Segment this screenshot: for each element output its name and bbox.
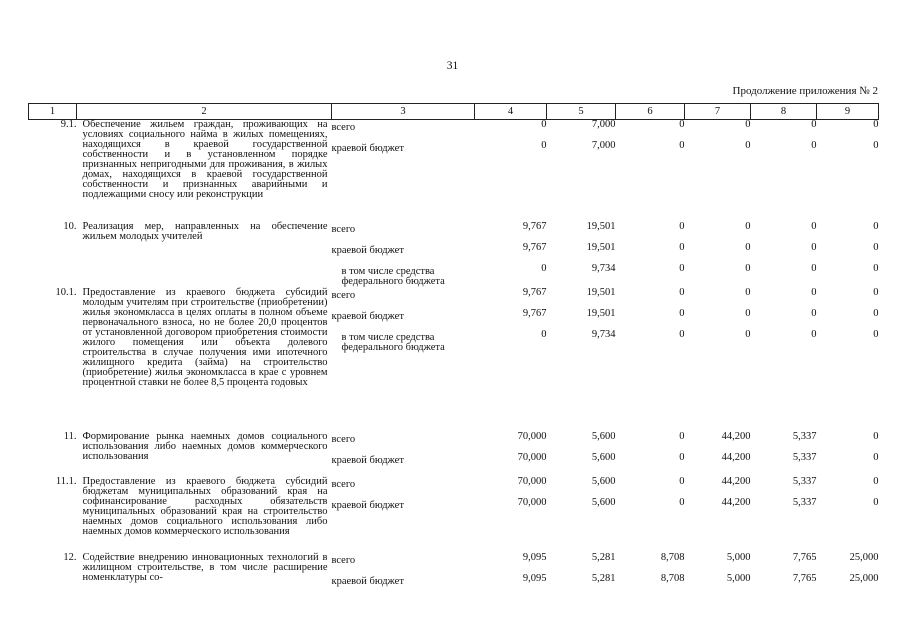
value: 7,765 <box>792 572 817 584</box>
column-header: 2 <box>77 104 332 120</box>
value: 0 <box>679 262 685 274</box>
table-body <box>29 120 879 598</box>
funding-source-cell <box>332 553 475 598</box>
value: 9,767 <box>522 307 547 319</box>
value: 0 <box>679 451 685 463</box>
value: 0 <box>679 140 685 151</box>
value: 19,501 <box>586 220 616 232</box>
value: 0 <box>873 328 879 340</box>
table-row <box>29 477 879 553</box>
row-number: 11. <box>63 430 77 442</box>
value-cell <box>616 432 685 477</box>
row-name: Предоставление из краевого бюджета субсидий молодым учителям при строительстве (приобретении) жилья экономкласса в целях оплаты в полном объеме первоначального взноса, но не более 20,0 процентов от установленной договором приобретения стоимости жилого помещения или объекта долевого строительства в случае получения ими ипотечного жилищного кредита (займа) на строительство (приобретение) жилья экономкласса в крае с уровнем процентной ставки не более 8,5 процента годовых <box>82 286 328 388</box>
value: 0 <box>679 328 685 340</box>
value: 0 <box>541 140 547 151</box>
value: 7,000 <box>591 140 616 151</box>
value: 5,337 <box>792 496 817 508</box>
value-cell <box>751 120 817 222</box>
budget-table <box>28 103 879 598</box>
funding-source-cell <box>332 120 475 222</box>
value: 0 <box>873 430 879 442</box>
value: 25,000 <box>849 551 879 563</box>
value-cell <box>751 553 817 598</box>
row-name: Реализация мер, направленных на обеспечение жильем молодых учителей <box>82 220 328 242</box>
value: 0 <box>873 286 879 298</box>
funding-source: всего <box>331 289 356 301</box>
table-row <box>29 120 879 222</box>
column-header: 3 <box>332 104 475 120</box>
value: 0 <box>873 496 879 508</box>
value: 5,600 <box>591 451 616 463</box>
value-cell <box>475 553 547 598</box>
value: 0 <box>679 286 685 298</box>
appendix-caption: Продолжение приложения № 2 <box>732 85 878 97</box>
value-cell <box>817 553 879 598</box>
value: 9,095 <box>522 551 547 563</box>
value: 0 <box>541 119 547 130</box>
value: 5,337 <box>792 451 817 463</box>
column-header: 1 <box>29 104 77 120</box>
value: 0 <box>811 286 817 298</box>
value-cell <box>547 432 616 477</box>
column-header: 6 <box>616 104 685 120</box>
funding-source: всего <box>331 554 356 566</box>
value: 0 <box>811 119 817 130</box>
value: 0 <box>873 262 879 274</box>
row-name-cell <box>77 477 332 553</box>
value: 5,337 <box>792 475 817 487</box>
value: 0 <box>811 241 817 253</box>
value-cell <box>685 553 751 598</box>
column-header: 8 <box>751 104 817 120</box>
row-number: 12. <box>63 551 77 563</box>
value: 9,734 <box>591 328 616 340</box>
value: 0 <box>745 307 751 319</box>
table-row <box>29 553 879 598</box>
value: 0 <box>541 328 547 340</box>
row-number: 10. <box>63 220 77 232</box>
value: 19,501 <box>586 286 616 298</box>
value: 0 <box>679 241 685 253</box>
value-cell <box>751 432 817 477</box>
column-header: 9 <box>817 104 879 120</box>
column-number-header <box>29 104 879 120</box>
row-name: Предоставление из краевого бюджета субсидий бюджетам муниципальных образований края на софинансирование расходных обязательств муниципальных образований края на строительство наемных домов социального использования либо наемных домов коммерческого использования <box>82 475 328 537</box>
value-cell <box>751 477 817 553</box>
value-cell <box>685 477 751 553</box>
value: 0 <box>873 307 879 319</box>
value: 0 <box>679 475 685 487</box>
value: 0 <box>811 262 817 274</box>
value: 0 <box>873 451 879 463</box>
funding-source: в том числе средства федерального бюджета <box>341 331 445 353</box>
value: 0 <box>679 496 685 508</box>
table-row <box>29 432 879 477</box>
value: 0 <box>811 307 817 319</box>
value: 0 <box>873 119 879 130</box>
funding-source-cell <box>332 288 475 432</box>
value-cell <box>616 222 685 288</box>
value-cell <box>475 477 547 553</box>
value-cell <box>475 222 547 288</box>
column-header: 7 <box>685 104 751 120</box>
value: 0 <box>679 220 685 232</box>
table-row <box>29 288 879 432</box>
funding-source: всего <box>331 478 356 490</box>
funding-source: всего <box>331 223 356 235</box>
value: 0 <box>745 119 751 130</box>
value: 5,281 <box>591 572 616 584</box>
value: 0 <box>873 241 879 253</box>
value: 7,765 <box>792 551 817 563</box>
value-cell <box>616 553 685 598</box>
funding-source: в том числе средства федерального бюджета <box>341 265 445 287</box>
value: 0 <box>873 475 879 487</box>
value-cell <box>475 120 547 222</box>
value: 70,000 <box>517 451 547 463</box>
row-name-cell <box>77 553 332 598</box>
page-number: 31 <box>446 60 459 72</box>
row-number: 11.1. <box>55 475 77 487</box>
row-number: 9.1. <box>60 119 77 130</box>
value: 70,000 <box>517 496 547 508</box>
value: 0 <box>745 140 751 151</box>
value-cell <box>616 120 685 222</box>
value: 9,767 <box>522 241 547 253</box>
row-name-cell <box>77 288 332 432</box>
value: 9,767 <box>522 286 547 298</box>
value: 5,337 <box>792 430 817 442</box>
value: 5,600 <box>591 430 616 442</box>
value-cell <box>475 432 547 477</box>
value: 0 <box>811 140 817 151</box>
value-cell <box>547 120 616 222</box>
value: 0 <box>873 140 879 151</box>
value: 0 <box>541 262 547 274</box>
value: 0 <box>679 119 685 130</box>
value: 0 <box>745 286 751 298</box>
value: 9,767 <box>522 220 547 232</box>
funding-source-cell <box>332 222 475 288</box>
row-name-cell <box>77 120 332 222</box>
value: 0 <box>745 328 751 340</box>
row-name: Формирование рынка наемных домов социального использования либо наемных домов коммерческого использования <box>82 430 328 462</box>
value: 9,734 <box>591 262 616 274</box>
value-cell <box>616 477 685 553</box>
value: 5,600 <box>591 496 616 508</box>
value-cell <box>547 553 616 598</box>
table-row <box>29 222 879 288</box>
funding-source: краевой бюджет <box>331 244 404 256</box>
value-cell <box>547 288 616 432</box>
row-name: Содействие внедрению инновационных технологий в жилищном строительстве, в том числе расширение номенклатуры со- <box>82 551 328 583</box>
value: 5,600 <box>591 475 616 487</box>
value: 70,000 <box>517 430 547 442</box>
value-cell <box>616 288 685 432</box>
funding-source-cell <box>332 432 475 477</box>
row-name-cell <box>77 222 332 288</box>
value: 19,501 <box>586 307 616 319</box>
value-cell <box>817 222 879 288</box>
funding-source: всего <box>331 433 356 445</box>
row-name-cell <box>77 432 332 477</box>
value: 0 <box>811 328 817 340</box>
value: 0 <box>679 307 685 319</box>
funding-source: краевой бюджет <box>331 575 404 587</box>
value: 0 <box>679 430 685 442</box>
value: 44,200 <box>721 496 751 508</box>
value: 0 <box>811 220 817 232</box>
funding-source: всего <box>331 122 356 133</box>
value-cell <box>817 120 879 222</box>
value-cell <box>685 222 751 288</box>
value: 0 <box>745 241 751 253</box>
value: 19,501 <box>586 241 616 253</box>
value-cell <box>685 432 751 477</box>
value-cell <box>475 288 547 432</box>
funding-source-cell <box>332 477 475 553</box>
value: 5,000 <box>726 572 751 584</box>
column-header: 4 <box>475 104 547 120</box>
funding-source: краевой бюджет <box>331 499 404 511</box>
value: 0 <box>745 262 751 274</box>
value: 70,000 <box>517 475 547 487</box>
value: 44,200 <box>721 475 751 487</box>
funding-source: краевой бюджет <box>331 310 404 322</box>
column-header: 5 <box>547 104 616 120</box>
value: 25,000 <box>849 572 879 584</box>
funding-source: краевой бюджет <box>331 143 404 154</box>
value: 44,200 <box>721 451 751 463</box>
value-cell <box>751 288 817 432</box>
value: 44,200 <box>721 430 751 442</box>
funding-source: краевой бюджет <box>331 454 404 466</box>
value: 9,095 <box>522 572 547 584</box>
value: 7,000 <box>591 119 616 130</box>
value-cell <box>547 222 616 288</box>
value: 5,000 <box>726 551 751 563</box>
value-cell <box>751 222 817 288</box>
value: 8,708 <box>660 572 685 584</box>
value-cell <box>817 288 879 432</box>
row-number: 10.1. <box>55 286 77 298</box>
value-cell <box>685 120 751 222</box>
value: 0 <box>873 220 879 232</box>
value: 5,281 <box>591 551 616 563</box>
value-cell <box>817 432 879 477</box>
row-name: Обеспечение жильем граждан, проживающих на условиях социального найма в жилых помещениях, находящихся в краевой государственной собственности и в установленном порядке признанных непригодными для проживания, в жилых домах, находящихся в краевой государственной собственности и признанных аварийными и подлежащими сносу или реконструкции <box>82 119 328 200</box>
value-cell <box>685 288 751 432</box>
value-cell <box>817 477 879 553</box>
value: 8,708 <box>660 551 685 563</box>
value: 0 <box>745 220 751 232</box>
value-cell <box>547 477 616 553</box>
